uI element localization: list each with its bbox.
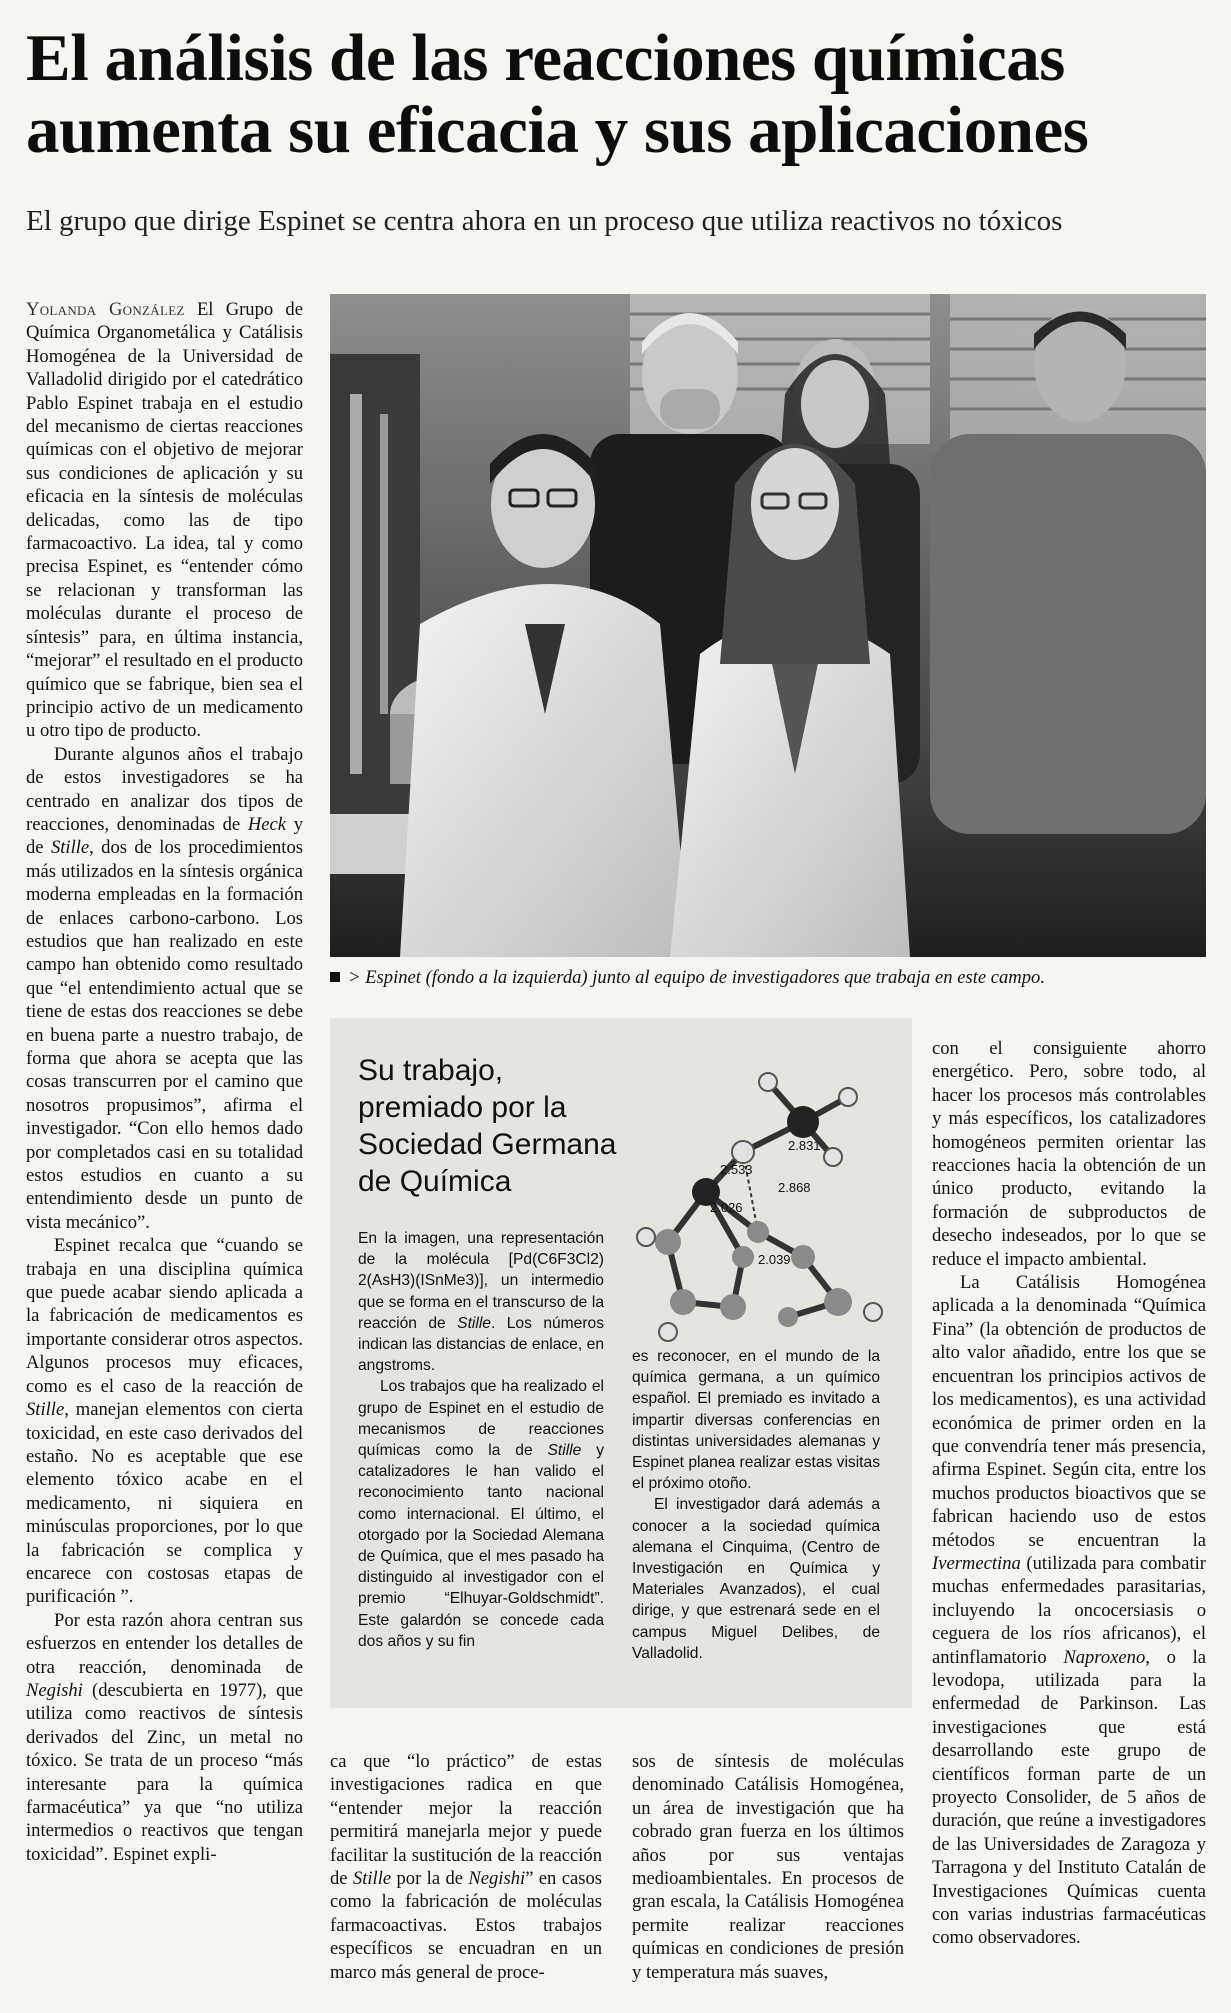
article-paragraph: Por esta razón ahora centran sus esfuerzos en entender los detalles de otra reacción, denominada de Negishi (descubierta en 1977), que utiliza como reactivos de síntesis derivados del Zinc, un metal no tóxico. Se trata de un proceso “más interesante para la química farmacéutica” ya que “no utiliza intermedios o reactivos que tengan toxicidad”. Espinet expli- (26, 1609, 303, 1865)
byline: Yolanda González (26, 299, 185, 320)
bond-length-label: 2.868 (778, 1180, 811, 1195)
sidebar-paragraph: En la imagen, una representación de la molécula [Pd(C6F3Cl2) 2(AsH3)(ISnMe3)], un intermedio que se forma en el transcurso de la reacción de Stille. Los números indican las distancias de enlace, en angstroms. (358, 1230, 605, 1375)
sidebar-paragraph: es reconocer, en el mundo de la química germana, a un químico español. El premiado es invitado a impartir diversas conferencias en distintas universidades alemanas y Espinet planea realizar estas visitas el próximo otoño. (632, 1348, 880, 1493)
column-2 (330, 1750, 602, 1984)
sidebar-text-right (632, 1346, 880, 1664)
article-paragraph: La Catálisis Homogénea aplicada a la denominada “Química Fina” (la obtención de productos de alto valor añadido, entre los que se encuentran los principios activos de los medicamentos), es una actividad económica de primer orden en la que convendría tener más presencia, afirma Espinet. Según cita, entre los muchos productos bioactivos que se fabrican haciendo uso de estos métodos se encuentran la Ivermectina (utilizada para combatir muchas enfermedades parasitarias, incluyendo la oncocersiasis o ceguera de los ríos africanos), el antinflamatorio Naproxeno, o la levodopa, utilizada para la enfermedad de Parkinson. Las investigaciones que está desarrollando este grupo de científicos forman parte de un proyecto Consolider, de 5 años de duración, que reúne a investigadores de las Universidades de Zaragoza y Tarragona y del Instituto Catalán de Investigaciones Químicas cuenta con varias industrias farmacéuticas como observadores. (932, 1272, 1206, 1949)
sidebar-text-left (358, 1228, 604, 1652)
sidebar-paragraph: Los trabajos que ha realizado el grupo de Espinet en el estudio de mecanismos de reacciones químicas como la de Stille y catalizadores le han valido el reconocimiento tanto nacional como internacional. El último, el otorgado por la Sociedad Alemana de Química, que el mes pasado ha distinguido al investigador con el premio “Elhuyar-Goldschmidt”. Este galardón se concede cada dos años y su fin (358, 1378, 604, 1650)
bond-length-label: 2.831 (788, 1138, 821, 1153)
article-paragraph: Durante algunos años el trabajo de estos investigadores se ha centrado en analizar dos tipos de reacciones, denominadas de Heck y de Stille, dos de los procedimientos más utilizados en la síntesis orgánica moderna empleadas en la formación de enlaces carbono-carbono. Los estudios que han realizado en este campo han obtenido como resultado que “el entendimiento actual que se tiene de estas dos reacciones se debe en buena parte a nuestro trabajo, de forma que ahora se acepta que las cosas transcurren por el camino que nosotros propusimos”, afirma el investigador. “Con ello hemos dado por completados casi en su totalidad estos estudios en cuanto a su entendimiento desde un punto de vista mecánico”. (26, 743, 303, 1233)
column-3 (632, 1750, 904, 1984)
article-paragraph: Yolanda González El Grupo de Química Organometálica y Catálisis Homogénea de la Universidad de Valladolid dirigido por el catedrático Pablo Espinet trabaja en el estudio del mecanismo de ciertas reacciones químicas con el objetivo de mejorar sus condiciones de aplicación y su eficacia en la síntesis de moléculas delicadas, como las de tipo farmacoactivo. La idea, tal y como precisa Espinet, es “entender cómo se relacionan y transforman las moléculas durante el proceso de síntesis” para, en última instancia, “mejorar” el resultado en el producto químico que se fabrique, bien sea el principio activo de un medicamento u otro tipo de producto. (26, 299, 303, 742)
article-paragraph: con el consiguiente ahorro energético. Pero, sobre todo, al hacer los procesos más controlables y más específicos, los catalizadores homogéneos permiten orientar las reacciones hacia la obtención de un único producto, evitando la formación de subproductos de desecho indeseados, por lo que se reduce el impacto ambiental. (932, 1038, 1206, 1270)
column-1 (26, 298, 303, 1998)
photo-caption: > Espinet (fondo a la izquierda) junto al equipo de investigadores que trabaja en este campo. (330, 966, 1206, 990)
team-photo (330, 294, 1206, 957)
molecule-diagram (628, 1042, 898, 1357)
deck: El grupo que dirige Espinet se centra ahora en un proceso que utiliza reactivos no tóxicos (26, 205, 1063, 237)
column-4 (932, 1037, 1206, 1950)
caption-marker-icon (330, 972, 340, 982)
article-paragraph: ca que “lo práctico” de estas investigaciones radica en que “entender mejor la reacción permitirá manejarla mejor y puede facilitar la sustitución de la reacción de Stille por la de Negishi” en casos como la fabricación de moléculas farmacoactivas. Estos trabajos específicos se encuadran en un marco más general de proce- (330, 1751, 602, 1983)
article-paragraph: Espinet recalca que “cuando se trabaja en una disciplina química que puede acabar siendo aplicada a la fabricación de medicamentos es importante considerar otros aspectos. Algunos procesos muy eficaces, como es el caso de la reacción de Stille, manejan elementos con cierta toxicidad, en este caso derivados del estaño. No es aceptable que ese elemento tóxico acabe en el medicamento, ni siquiera en minúsculas proporciones, por lo que la fabricación se complica y encarece con costosas etapas de purificación ”. (26, 1235, 303, 1608)
sidebar-title: Su trabajo, premiado por la Sociedad Germana de Química (358, 1054, 617, 1198)
headline: El análisis de las reacciones químicas aumenta su eficacia y sus aplicaciones (26, 21, 1089, 167)
team-photo-illustration (330, 294, 1206, 957)
article-paragraph: sos de síntesis de moléculas denominado Catálisis Homogénea, un área de investigación que ha cobrado gran fuerza en los últimos años por sus ventajas medioambientales. En procesos de gran escala, la Catálisis Homogénea permite realizar reacciones químicas en condiciones de presión y temperatura más suaves, (632, 1751, 904, 1983)
bond-length-label: 2.533 (720, 1162, 753, 1177)
sidebar-paragraph: El investigador dará además a conocer a la sociedad química alemana el Cinquima, (Centro de Investigación en Química y Materiales Avanzados), el cual dirige, y que estrenará sede en el campus Miguel Delibes, de Valladolid. (632, 1496, 880, 1662)
bond-length-label: 2.039 (758, 1252, 791, 1267)
bond-length-label: 2.026 (710, 1200, 743, 1215)
